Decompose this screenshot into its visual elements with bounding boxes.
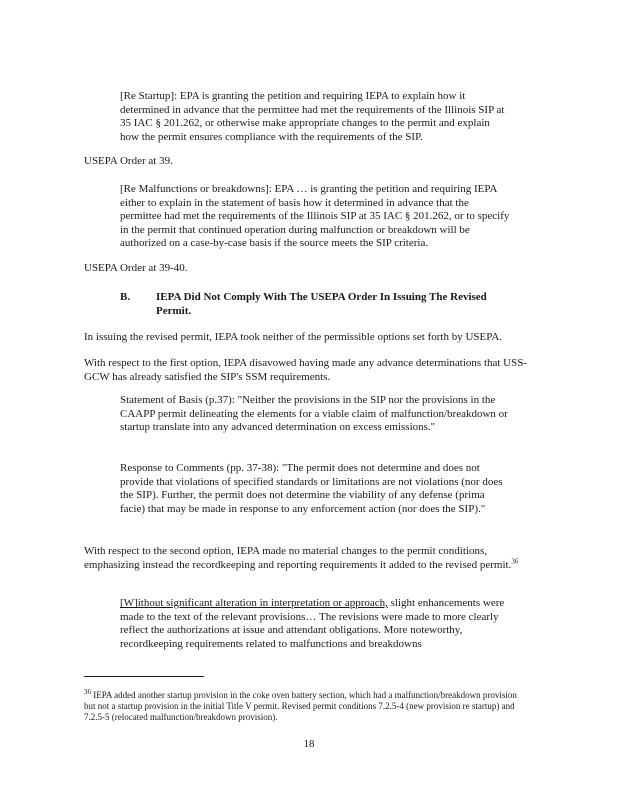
paragraph-permissible-options: In issuing the revised permit, IEPA took neither of the permissible options set forth by USEPA. — [84, 331, 503, 343]
footnote-divider — [84, 676, 204, 677]
quote-malfunctions: [Re Malfunctions or breakdowns]: EPA … is granting the petition and requiring IEPA either to explain in the statement of basis how it determined in advance that the permittee had met the requirements of the Illinois SIP at 35 IAC § 201.262, or to specify in the permit that continued operation during malfunction or breakdown will be authorized on a case-by-case basis if the source meets the SIP criteria. — [120, 183, 510, 249]
quote-startup: [Re Startup]: EPA is granting the petition and requiring IEPA to explain how it determined in advance that the permittee had met the requirements of the Illinois SIP at 35 IAC § 201.262, or otherwise make appropriate changes to the permit and explain how the permit ensures compliance with the requirements of the SIP. — [120, 90, 505, 143]
quote-revisions-underlined: [W]ithout significant alteration in interpretation or approach, — [120, 597, 388, 609]
quote-statement-of-basis: Statement of Basis (p.37): "Neither the provisions in the SIP nor the provisions in the CAAPP permit delineating the elements for a viable claim of malfunction/breakdown or startup translate into any advanced determination on excess emissions." — [120, 394, 508, 433]
footnote-reference[interactable]: 36 — [511, 556, 519, 565]
footnote-number: 36 — [84, 688, 91, 696]
citation-order-39-40: USEPA Order at 39-40. — [84, 262, 188, 274]
paragraph-second-option-text: With respect to the second option, IEPA made no material changes to the permit conditions, emphasizing instead the recordkeeping and reporting requirements it added to the revised permit. — [84, 545, 512, 571]
quote-revisions-text: slight enhancements were made to the text of the relevant provisions… The revisions were made to more clearly reflect the authorizations at issue and attendant obligations. More noteworthy, recordkeeping requirements related to malfunctions and breakdowns — [120, 597, 505, 650]
page-number: 18 — [303, 738, 315, 750]
paragraph-second-option — [84, 545, 530, 572]
quote-response-to-comments: Response to Comments (pp. 37-38): "The permit does not determine and does not provide that violations of specified standards or limitations are not violations (nor does the SIP). Further, the permit does not determine the viability of any defense (prima facie) that may be made in response to any enforcement action (nor does the SIP)." — [120, 462, 503, 515]
paragraph-first-option: With respect to the first option, IEPA disavowed having made any advance determinations that USS-GCW has already satisfied the SIP's SSM requirements. — [84, 357, 528, 383]
section-heading: IEPA Did Not Comply With The USEPA Order In Issuing The Revised Permit. — [156, 291, 487, 317]
quote-revisions — [120, 597, 510, 651]
citation-order-39: USEPA Order at 39. — [84, 155, 173, 167]
footnote-text: IEPA added another startup provision in the coke oven battery section, which had a malfunction/breakdown provision but not a startup provision in the initial Title V permit. Revised permit conditions 7.2.5-4 (new provision re startup) and 7.2.5-5 (relocated malfunction/breakdown provision). — [84, 690, 517, 722]
section-letter: B. — [120, 291, 131, 303]
footnote — [84, 690, 530, 723]
